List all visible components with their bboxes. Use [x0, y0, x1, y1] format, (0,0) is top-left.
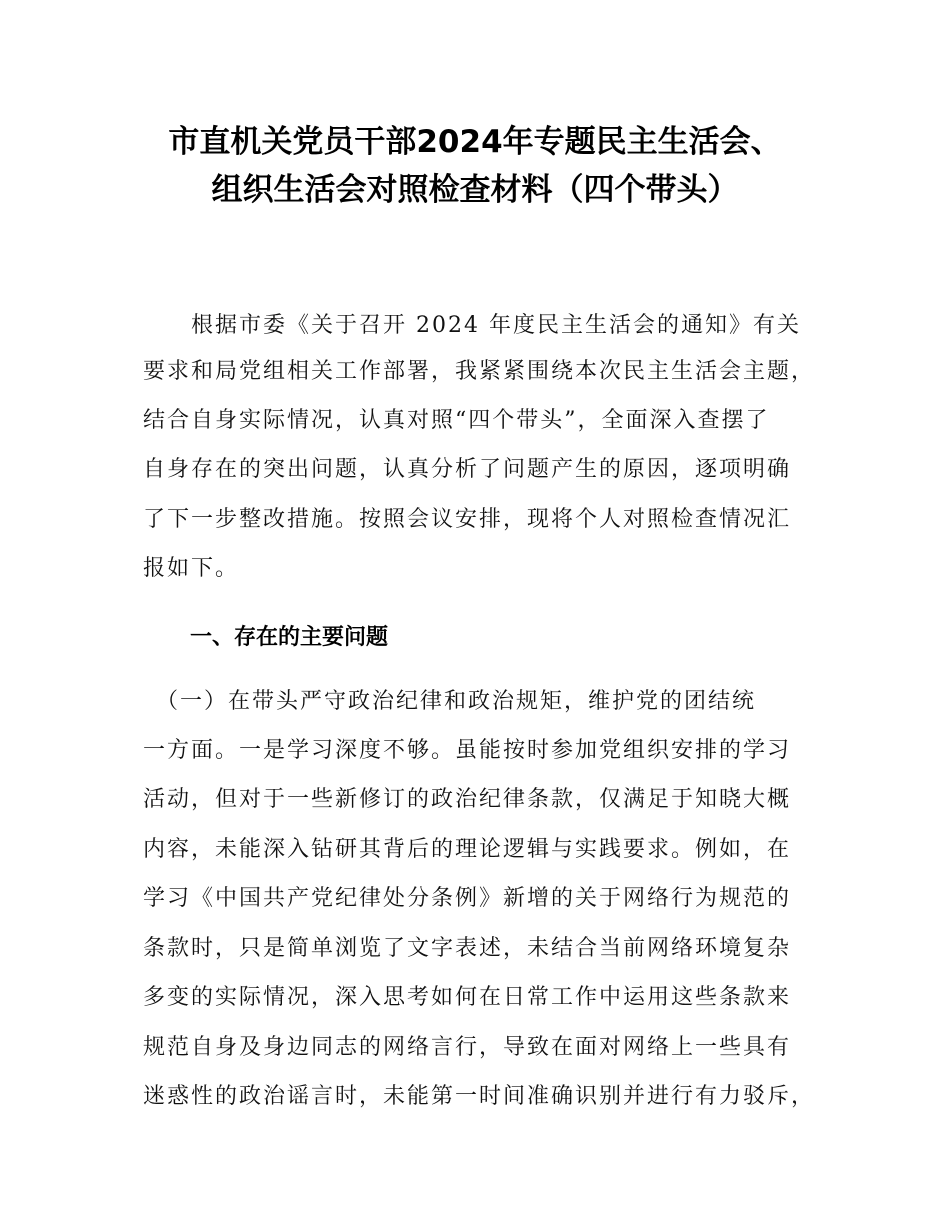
- section-line: 内容，未能深入钻研其背后的理论逻辑与实践要求。例如，在: [143, 837, 792, 862]
- intro-line: 根据市委《关于召开 2024 年度民主生活会的通知》有关: [143, 313, 801, 338]
- section-line: 条款时，只是简单浏览了文字表述，未结合当前网络环境复杂: [143, 936, 792, 961]
- section-heading: 一、存在的主要问题: [190, 625, 389, 650]
- intro-line: 结合自身实际情况，认真对照“四个带头”，全面深入查摆了: [143, 408, 770, 433]
- intro-line: 自身存在的突出问题，认真分析了问题产生的原因，逐项明确: [143, 457, 792, 482]
- section-line: 一方面。一是学习深度不够。虽能按时参加党组织安排的学习: [143, 738, 792, 763]
- section-line: 多变的实际情况，深入思考如何在日常工作中运用这些条款来: [143, 985, 792, 1010]
- section-line: 学习《中国共产党纪律处分条例》新增的关于网络行为规范的: [143, 886, 792, 911]
- document-title-line-1: 市直机关党员干部2024年专题民主生活会、: [168, 124, 782, 160]
- document-title-line-2: 组织生活会对照检查材料（四个带头）: [211, 172, 739, 208]
- section-line: 活动，但对于一些新修订的政治纪律条款，仅满足于知晓大概: [143, 787, 792, 812]
- section-line: 迷惑性的政治谣言时，未能第一时间准确识别并进行有力驳斥，: [143, 1084, 816, 1109]
- section-line: 规范自身及身边同志的网络言行，导致在面对网络上一些具有: [143, 1035, 792, 1060]
- intro-line: 了下一步整改措施。按照会议安排，现将个人对照检查情况汇: [143, 507, 792, 532]
- intro-line: 报如下。: [143, 556, 240, 581]
- intro-line: 要求和局党组相关工作部署，我紧紧围绕本次民主生活会主题，: [143, 359, 816, 384]
- section-line: （一）在带头严守政治纪律和政治规矩，维护党的团结统: [143, 689, 757, 714]
